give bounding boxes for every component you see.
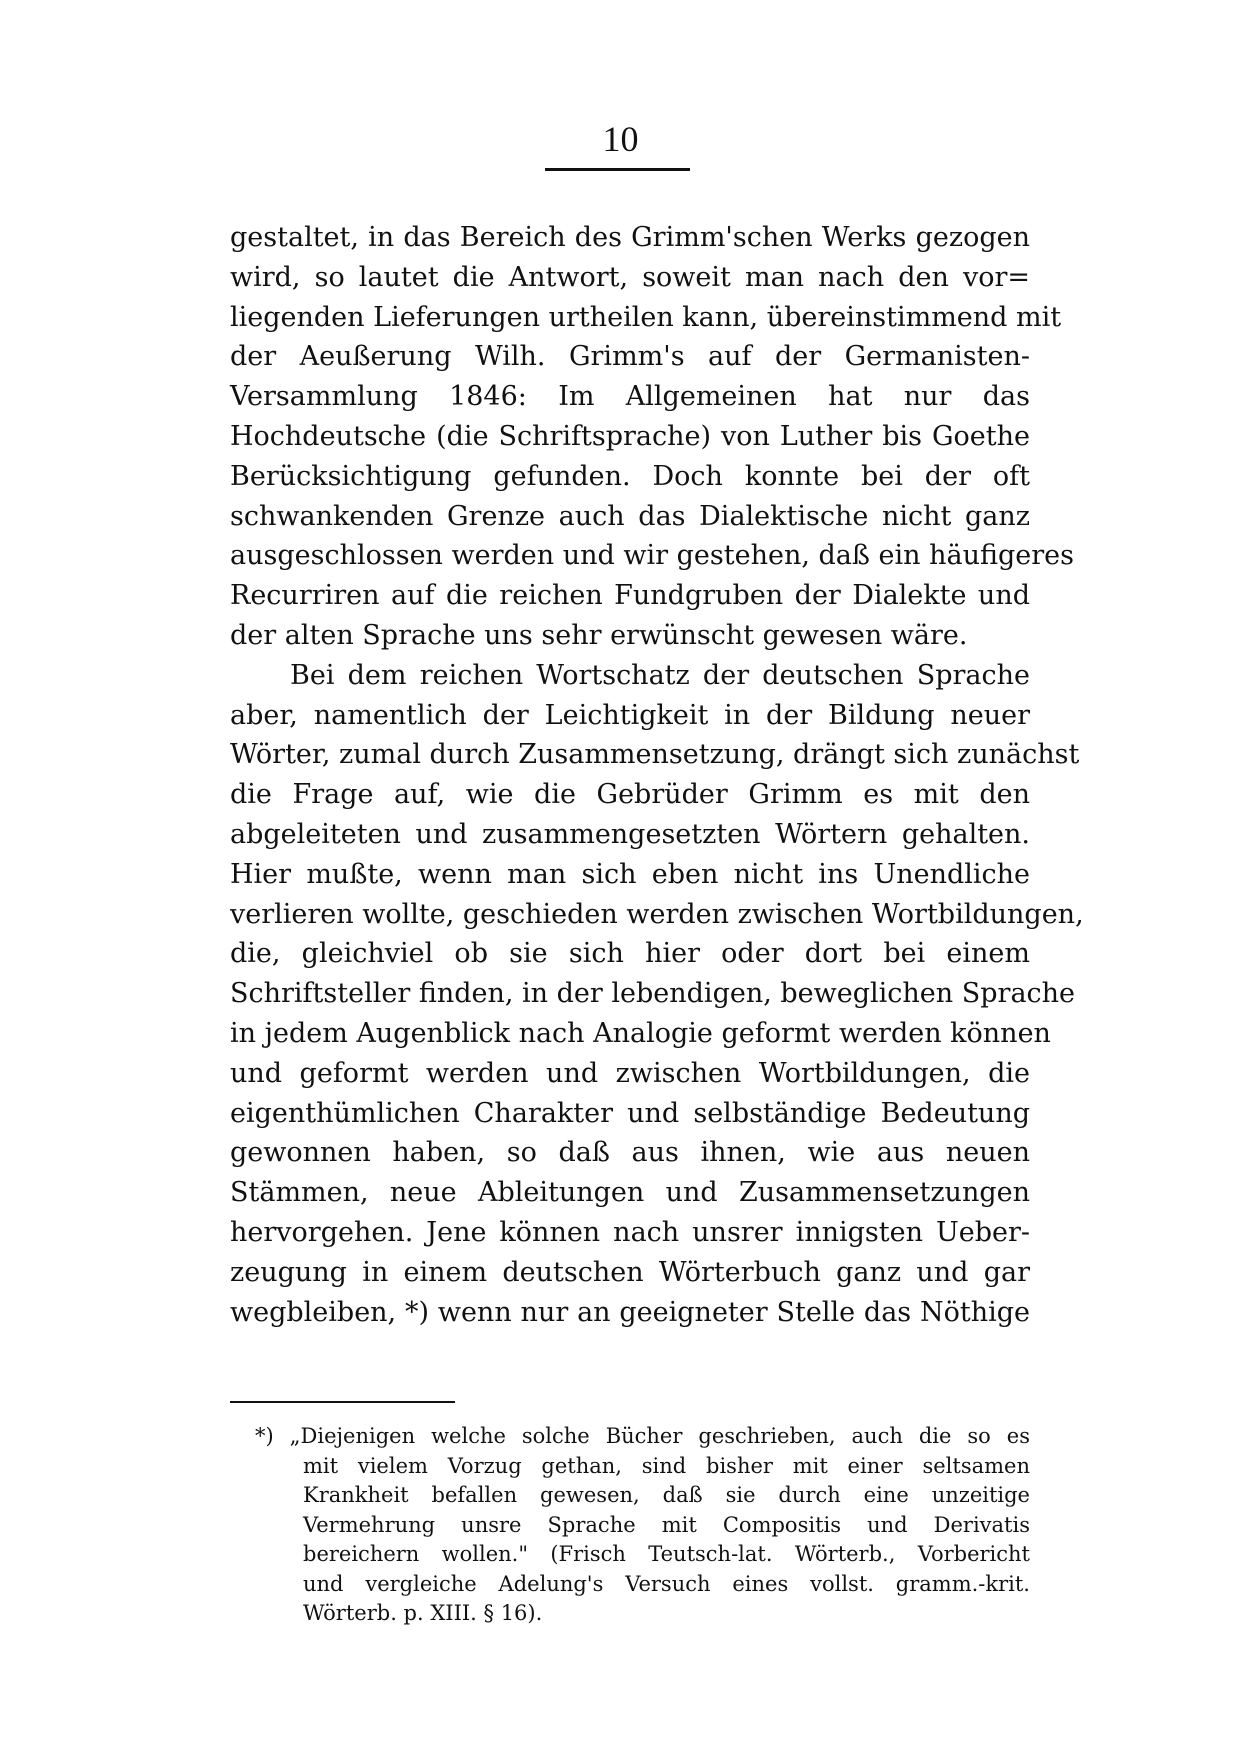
footnote-line: Wörterb. p. XIII. § 16). — [303, 1601, 543, 1625]
footnote-line: Vermehrung unsre Sprache mit Compositis und Derivatis — [303, 1512, 1030, 1537]
footnote-line: mit vielem Vorzug gethan, sind bisher mit einer seltsamen — [303, 1453, 1030, 1478]
footnote-line: Krankheit befallen gewesen, daß sie durch eine unzeitige — [303, 1483, 1030, 1507]
body-line: der alten Sprache uns sehr erwünscht gewesen wäre. — [230, 619, 968, 651]
body-line: Stämmen, neue Ableitungen und Zusammensetzungen — [230, 1177, 1030, 1209]
body-line: hervorgehen. Jene können nach unsrer innigsten Ueber- — [230, 1216, 1030, 1248]
body-line: Schriftsteller finden, in der lebendigen, beweglichen Sprache — [230, 978, 1076, 1010]
page-number-rule — [545, 168, 690, 171]
body-line: Berücksichtigung gefunden. Doch konnte bei der oft — [230, 460, 1030, 492]
body-line: wird, so lautet die Antwort, soweit man nach den vor= — [230, 261, 1030, 293]
footnote-separator — [230, 1401, 455, 1403]
body-line: gestaltet, in das Bereich des Grimm'schen Werks gezogen — [230, 222, 1030, 253]
body-line: schwankenden Grenze auch das Dialektische nicht ganz — [230, 500, 1030, 532]
body-line: und geformt werden und zwischen Wortbildungen, die — [230, 1057, 1030, 1089]
body-text — [230, 218, 1084, 1332]
body-line: gewonnen haben, so daß aus ihnen, wie aus neuen — [230, 1137, 1030, 1169]
body-line: der Aeußerung Wilh. Grimm's auf der Germanisten- — [230, 341, 1030, 373]
footnote-line: und vergleiche Adelung's Versuch eines vollst. gramm.-krit. — [303, 1571, 1030, 1596]
footnote-line: *) „Diejenigen welche solche Bücher geschrieben, auch die so es — [255, 1424, 1030, 1448]
body-line: Hier mußte, wenn man sich eben nicht ins Unendliche — [230, 858, 1030, 890]
body-line: in jedem Augenblick nach Analogie geformt werden können — [230, 1017, 1051, 1049]
body-line: Versammlung 1846: Im Allgemeinen hat nur das — [230, 381, 1030, 413]
body-line: wegbleiben, *) wenn nur an geeigneter Stelle das Nöthige — [230, 1296, 1030, 1328]
body-line: zeugung in einem deutschen Wörterbuch ganz und gar — [230, 1256, 1030, 1288]
body-line: abgeleiteten und zusammengesetzten Wörtern gehalten. — [230, 818, 1030, 850]
body-line: ausgeschlossen werden und wir gestehen, daß ein häufigeres — [230, 540, 1074, 572]
body-line: aber, namentlich der Leichtigkeit in der Bildung neuer — [230, 699, 1030, 731]
body-line: Recurriren auf die reichen Fundgruben der Dialekte und — [230, 580, 1030, 612]
body-line: Hochdeutsche (die Schriftsprache) von Luther bis Goethe — [230, 420, 1030, 452]
body-line: eigenthümlichen Charakter und selbständige Bedeutung — [230, 1097, 1030, 1129]
body-line: die Frage auf, wie die Gebrüder Grimm es mit den — [230, 779, 1030, 811]
page-number: 10 — [602, 119, 639, 159]
body-line: die, gleichviel ob sie sich hier oder dort bei einem — [230, 938, 1030, 970]
body-line: liegenden Lieferungen urtheilen kann, übereinstimmend mit — [230, 301, 1062, 333]
footnote-line: bereichern wollen." (Frisch Teutsch-lat. Wörterb., Vorbericht — [303, 1542, 1030, 1566]
body-line: verlieren wollte, geschieden werden zwischen Wortbildungen, — [230, 898, 1084, 930]
footnote — [255, 1422, 1030, 1629]
body-line: Wörter, zumal durch Zusammensetzung, drängt sich zunächst — [230, 739, 1080, 771]
body-line: Bei dem reichen Wortschatz der deutschen Sprache — [290, 659, 1030, 691]
